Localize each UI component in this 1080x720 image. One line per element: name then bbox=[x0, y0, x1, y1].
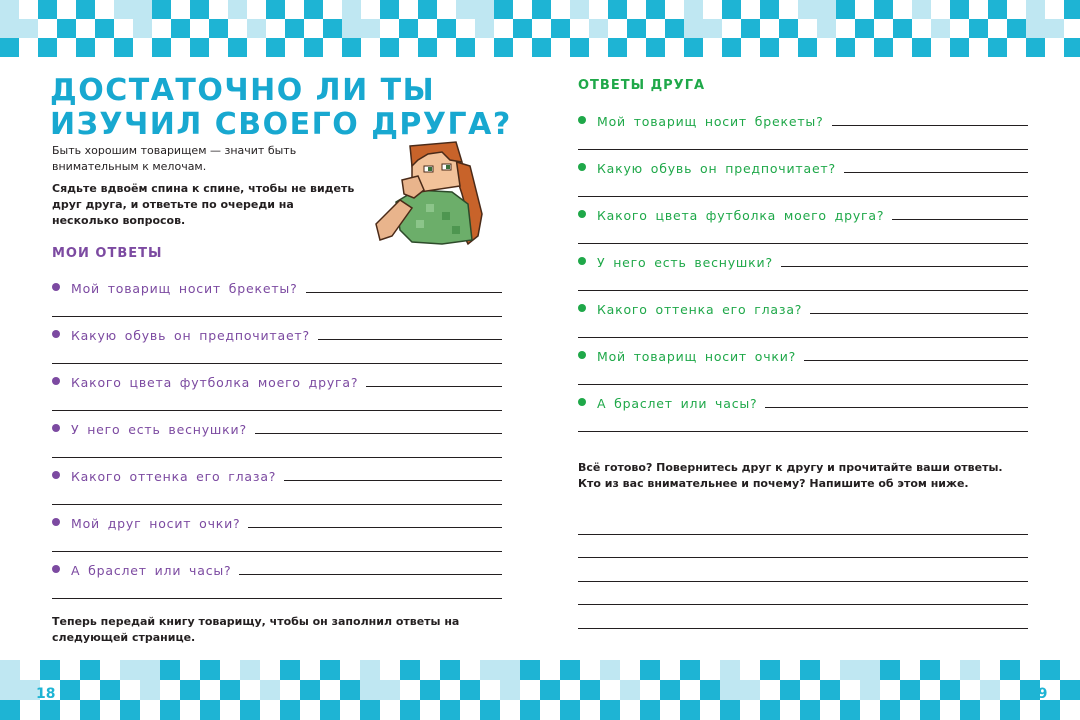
pixel-tile bbox=[300, 680, 320, 700]
question-item bbox=[578, 344, 1028, 391]
pixel-pattern-top bbox=[0, 0, 1080, 58]
page-number-right: 19 bbox=[1028, 686, 1048, 702]
pixel-tile bbox=[722, 0, 741, 19]
pixel-tile bbox=[228, 38, 247, 57]
answer-line[interactable] bbox=[248, 527, 502, 528]
answer-line-extra[interactable] bbox=[578, 384, 1028, 385]
bullet-icon bbox=[52, 518, 60, 526]
pixel-tile bbox=[437, 19, 456, 38]
pixel-tile bbox=[200, 700, 220, 720]
pixel-tile bbox=[720, 700, 740, 720]
pixel-tile bbox=[950, 38, 969, 57]
pixel-tile bbox=[513, 19, 532, 38]
pixel-tile bbox=[120, 660, 140, 680]
answer-line[interactable] bbox=[306, 292, 502, 293]
pixel-tile bbox=[1064, 38, 1080, 57]
answer-line-extra[interactable] bbox=[52, 363, 502, 364]
bullet-icon bbox=[578, 257, 586, 265]
pixel-tile bbox=[456, 38, 475, 57]
writing-line[interactable] bbox=[578, 582, 1028, 606]
answer-line[interactable] bbox=[781, 266, 1028, 267]
pixel-tile bbox=[40, 660, 60, 680]
bullet-icon bbox=[52, 424, 60, 432]
pixel-tile bbox=[720, 680, 740, 700]
pixel-tile bbox=[980, 680, 1000, 700]
bullet-icon bbox=[578, 116, 586, 124]
pixel-tile bbox=[960, 660, 980, 680]
pixel-tile bbox=[820, 680, 840, 700]
answer-line[interactable] bbox=[892, 219, 1028, 220]
pixel-tile bbox=[140, 680, 160, 700]
pixel-tile bbox=[760, 38, 779, 57]
pixel-tile bbox=[840, 700, 860, 720]
answer-line-extra[interactable] bbox=[52, 551, 502, 552]
pixel-tile bbox=[760, 700, 780, 720]
pixel-tile bbox=[76, 38, 95, 57]
pixel-tile bbox=[780, 680, 800, 700]
pixel-tile bbox=[640, 700, 660, 720]
pixel-tile bbox=[100, 680, 120, 700]
pixel-tile bbox=[140, 660, 160, 680]
answer-line-extra[interactable] bbox=[578, 431, 1028, 432]
answer-line[interactable] bbox=[804, 360, 1028, 361]
pixel-tile bbox=[912, 38, 931, 57]
pixel-tile bbox=[95, 19, 114, 38]
pixel-tile bbox=[456, 0, 475, 19]
pixel-tile bbox=[646, 38, 665, 57]
pixel-tile bbox=[200, 660, 220, 680]
pixel-tile bbox=[280, 700, 300, 720]
question-text: У него есть веснушки? bbox=[71, 422, 247, 437]
pixel-tile bbox=[600, 660, 620, 680]
pixel-tile bbox=[304, 0, 323, 19]
pixel-tile bbox=[570, 0, 589, 19]
pixel-tile bbox=[1000, 700, 1020, 720]
question-text: Мой товарищ носит брекеты? bbox=[597, 114, 824, 129]
pixel-tile bbox=[741, 19, 760, 38]
pixel-tile bbox=[1026, 0, 1045, 19]
pixel-tile bbox=[532, 0, 551, 19]
pixel-tile bbox=[190, 0, 209, 19]
pixel-tile bbox=[665, 19, 684, 38]
pixel-tile bbox=[570, 38, 589, 57]
answer-line[interactable] bbox=[810, 313, 1028, 314]
pixel-tile bbox=[360, 700, 380, 720]
title-line-2: ИЗУЧИЛ СВОЕГО ДРУГА? bbox=[50, 107, 512, 142]
pixel-tile bbox=[720, 660, 740, 680]
pixel-tile bbox=[920, 660, 940, 680]
pixel-tile bbox=[342, 0, 361, 19]
answer-line-extra[interactable] bbox=[52, 410, 502, 411]
question-item bbox=[578, 156, 1028, 203]
pixel-tile bbox=[800, 660, 820, 680]
thinking-character-illustration bbox=[372, 140, 488, 248]
pixel-tile bbox=[494, 38, 513, 57]
question-text: А браслет или часы? bbox=[71, 563, 232, 578]
pixel-tile bbox=[480, 660, 500, 680]
pixel-tile bbox=[40, 700, 60, 720]
pixel-tile bbox=[798, 38, 817, 57]
pixel-tile bbox=[931, 19, 950, 38]
pixel-tile bbox=[220, 680, 240, 700]
pixel-tile bbox=[0, 38, 19, 57]
pixel-tile bbox=[836, 0, 855, 19]
answer-line-extra[interactable] bbox=[52, 504, 502, 505]
pixel-tile bbox=[342, 38, 361, 57]
pixel-tile bbox=[114, 0, 133, 19]
pixel-tile bbox=[323, 19, 342, 38]
pixel-tile bbox=[660, 680, 680, 700]
answer-line[interactable] bbox=[318, 339, 502, 340]
bullet-icon bbox=[52, 283, 60, 291]
pixel-tile bbox=[560, 660, 580, 680]
answer-line[interactable] bbox=[832, 125, 1028, 126]
pixel-tile bbox=[880, 660, 900, 680]
pixel-tile bbox=[960, 700, 980, 720]
answer-line-extra[interactable] bbox=[578, 290, 1028, 291]
pixel-tile bbox=[1040, 660, 1060, 680]
question-item bbox=[578, 391, 1028, 438]
question-text: Какого оттенка его глаза? bbox=[71, 469, 277, 484]
friend-answers-list bbox=[578, 109, 1028, 438]
question-item bbox=[52, 511, 502, 558]
pixel-tile bbox=[260, 680, 280, 700]
pixel-tile bbox=[320, 660, 340, 680]
pixel-tile bbox=[684, 0, 703, 19]
answer-line[interactable] bbox=[366, 386, 502, 387]
pixel-character-image bbox=[372, 140, 488, 248]
question-item bbox=[578, 203, 1028, 250]
pixel-tile bbox=[860, 680, 880, 700]
bullet-icon bbox=[578, 304, 586, 312]
pixel-tile bbox=[418, 38, 437, 57]
pixel-tile bbox=[171, 19, 190, 38]
pixel-tile bbox=[190, 38, 209, 57]
pixel-tile bbox=[480, 700, 500, 720]
pixel-tile bbox=[1045, 19, 1064, 38]
pixel-tile bbox=[874, 0, 893, 19]
pixel-tile bbox=[304, 38, 323, 57]
intro-paragraph-2: Сядьте вдвоём спина к спине, чтобы не видеть друг друга, и ответьте по очереди на несколько вопросов. bbox=[52, 182, 355, 227]
pixel-tile bbox=[836, 38, 855, 57]
page-number-left: 18 bbox=[36, 686, 56, 702]
bullet-icon bbox=[578, 398, 586, 406]
writing-area bbox=[578, 511, 1028, 629]
pixel-tile bbox=[950, 0, 969, 19]
pixel-tile bbox=[120, 700, 140, 720]
pixel-tile bbox=[817, 19, 836, 38]
writing-line[interactable] bbox=[578, 558, 1028, 582]
pixel-tile bbox=[684, 19, 703, 38]
bullet-icon bbox=[52, 471, 60, 479]
answer-line-extra[interactable] bbox=[52, 457, 502, 458]
pixel-tile bbox=[180, 680, 200, 700]
bullet-icon bbox=[578, 210, 586, 218]
pixel-tile bbox=[114, 38, 133, 57]
pixel-tile bbox=[1026, 19, 1045, 38]
answer-line-extra[interactable] bbox=[578, 196, 1028, 197]
answer-line-extra[interactable] bbox=[578, 337, 1028, 338]
answer-line-extra[interactable] bbox=[52, 316, 502, 317]
pixel-tile bbox=[684, 38, 703, 57]
question-text: Мой товарищ носит брекеты? bbox=[71, 281, 298, 296]
question-text: Какого цвета футболка моего друга? bbox=[71, 375, 359, 390]
pixel-tile bbox=[440, 700, 460, 720]
question-item bbox=[578, 297, 1028, 344]
pixel-tile bbox=[646, 0, 665, 19]
question-text: У него есть веснушки? bbox=[597, 255, 773, 270]
pixel-tile bbox=[680, 700, 700, 720]
pixel-tile bbox=[418, 0, 437, 19]
pixel-tile bbox=[893, 19, 912, 38]
pixel-tile bbox=[608, 38, 627, 57]
pixel-tile bbox=[500, 660, 520, 680]
pixel-tile bbox=[760, 660, 780, 680]
pixel-tile bbox=[460, 680, 480, 700]
top-pixel-band bbox=[0, 0, 1080, 58]
pass-book-instruction: Теперь передай книгу товарищу, чтобы он заполнил ответы на следующей странице. bbox=[52, 615, 460, 644]
bullet-icon bbox=[578, 163, 586, 171]
question-item bbox=[52, 558, 502, 605]
pixel-tile bbox=[740, 680, 760, 700]
answer-line-extra[interactable] bbox=[578, 243, 1028, 244]
writing-line[interactable] bbox=[578, 535, 1028, 559]
question-text: Какую обувь он предпочитает? bbox=[597, 161, 836, 176]
question-text: Какого цвета футболка моего друга? bbox=[597, 208, 885, 223]
my-answers-list bbox=[52, 276, 502, 605]
pixel-tile bbox=[360, 680, 380, 700]
question-item bbox=[52, 417, 502, 464]
question-text: Какую обувь он предпочитает? bbox=[71, 328, 310, 343]
intro-paragraph-1: Быть хорошим товарищем — значит быть внимательным к мелочам. bbox=[52, 144, 297, 173]
answer-line[interactable] bbox=[284, 480, 502, 481]
pixel-tile bbox=[60, 680, 80, 700]
pixel-tile bbox=[779, 19, 798, 38]
pixel-tile bbox=[532, 38, 551, 57]
pixel-tile bbox=[1007, 19, 1026, 38]
pixel-tile bbox=[80, 700, 100, 720]
pixel-tile bbox=[400, 660, 420, 680]
pixel-tile bbox=[266, 38, 285, 57]
pixel-tile bbox=[360, 660, 380, 680]
pixel-tile bbox=[240, 700, 260, 720]
pixel-tile bbox=[855, 19, 874, 38]
pixel-tile bbox=[880, 700, 900, 720]
pixel-tile bbox=[1064, 0, 1080, 19]
pixel-tile bbox=[817, 0, 836, 19]
bullet-icon bbox=[52, 565, 60, 573]
pixel-tile bbox=[80, 660, 100, 680]
pixel-tile bbox=[798, 0, 817, 19]
answer-line[interactable] bbox=[844, 172, 1028, 173]
pixel-tile bbox=[1060, 680, 1080, 700]
pixel-tile bbox=[280, 660, 300, 680]
pixel-tile bbox=[520, 660, 540, 680]
question-text: Мой друг носит очки? bbox=[71, 516, 241, 531]
page-title bbox=[50, 74, 512, 142]
pixel-tile bbox=[266, 0, 285, 19]
pixel-tile bbox=[920, 700, 940, 720]
bullet-icon bbox=[578, 351, 586, 359]
friend-answers-heading: ОТВЕТЫ ДРУГА bbox=[578, 78, 706, 93]
pixel-tile bbox=[0, 0, 19, 19]
pixel-tile bbox=[969, 19, 988, 38]
pixel-tile bbox=[988, 38, 1007, 57]
pixel-tile bbox=[228, 0, 247, 19]
question-item bbox=[52, 323, 502, 370]
pixel-tile bbox=[240, 660, 260, 680]
pixel-tile bbox=[900, 680, 920, 700]
bullet-icon bbox=[52, 330, 60, 338]
pixel-tile bbox=[860, 660, 880, 680]
pixel-tile bbox=[76, 0, 95, 19]
pixel-tile bbox=[580, 680, 600, 700]
question-text: Какого оттенка его глаза? bbox=[597, 302, 803, 317]
writing-line[interactable] bbox=[578, 511, 1028, 535]
pixel-tile bbox=[551, 19, 570, 38]
pixel-tile bbox=[680, 660, 700, 680]
pixel-tile bbox=[399, 19, 418, 38]
pixel-tile bbox=[57, 19, 76, 38]
pixel-tile bbox=[940, 680, 960, 700]
pixel-tile bbox=[152, 38, 171, 57]
intro-text bbox=[52, 143, 362, 235]
pixel-tile bbox=[700, 680, 720, 700]
pixel-tile bbox=[380, 680, 400, 700]
pixel-tile bbox=[38, 38, 57, 57]
pixel-tile bbox=[475, 19, 494, 38]
pixel-tile bbox=[133, 19, 152, 38]
pixel-tile bbox=[0, 700, 20, 720]
pixel-tile bbox=[620, 680, 640, 700]
question-item bbox=[578, 250, 1028, 297]
pixel-tile bbox=[608, 0, 627, 19]
pixel-pattern-bottom bbox=[0, 660, 1080, 720]
pixel-tile bbox=[160, 660, 180, 680]
pixel-tile bbox=[560, 700, 580, 720]
answer-line[interactable] bbox=[255, 433, 502, 434]
writing-line[interactable] bbox=[578, 605, 1028, 629]
pixel-tile bbox=[475, 0, 494, 19]
pixel-tile bbox=[209, 19, 228, 38]
pixel-tile bbox=[320, 700, 340, 720]
pixel-tile bbox=[0, 19, 19, 38]
pixel-tile bbox=[340, 680, 360, 700]
answer-line-extra[interactable] bbox=[578, 149, 1028, 150]
pixel-tile bbox=[160, 700, 180, 720]
pixel-tile bbox=[800, 700, 820, 720]
pixel-tile bbox=[420, 680, 440, 700]
pixel-tile bbox=[342, 19, 361, 38]
pixel-tile bbox=[589, 19, 608, 38]
pixel-tile bbox=[760, 0, 779, 19]
pixel-tile bbox=[361, 19, 380, 38]
answer-line-extra[interactable] bbox=[52, 598, 502, 599]
pixel-tile bbox=[133, 0, 152, 19]
pixel-tile bbox=[380, 38, 399, 57]
pixel-tile bbox=[703, 19, 722, 38]
compare-answers-instruction: Всё готово? Повернитесь друг к другу и прочитайте ваши ответы. Кто из вас внимательнее и почему? Напишите об этом ниже. bbox=[578, 461, 1003, 490]
pixel-tile bbox=[640, 660, 660, 680]
pixel-tile bbox=[722, 38, 741, 57]
pixel-tile bbox=[152, 0, 171, 19]
pixel-tile bbox=[440, 660, 460, 680]
pixel-tile bbox=[285, 19, 304, 38]
pixel-tile bbox=[0, 680, 20, 700]
answer-line[interactable] bbox=[239, 574, 502, 575]
pixel-tile bbox=[874, 38, 893, 57]
pixel-tile bbox=[19, 19, 38, 38]
pixel-tile bbox=[400, 700, 420, 720]
pixel-tile bbox=[520, 700, 540, 720]
pixel-tile bbox=[1026, 38, 1045, 57]
bullet-icon bbox=[52, 377, 60, 385]
pixel-tile bbox=[247, 19, 266, 38]
pixel-tile bbox=[500, 680, 520, 700]
question-item bbox=[52, 370, 502, 417]
answer-line[interactable] bbox=[765, 407, 1028, 408]
question-item bbox=[52, 276, 502, 323]
title-line-1: ДОСТАТОЧНО ЛИ ТЫ bbox=[50, 73, 436, 108]
pixel-tile bbox=[1040, 700, 1060, 720]
pixel-tile bbox=[912, 0, 931, 19]
pixel-tile bbox=[540, 680, 560, 700]
question-text: А браслет или часы? bbox=[597, 396, 758, 411]
pixel-tile bbox=[1000, 660, 1020, 680]
pixel-tile bbox=[627, 19, 646, 38]
pixel-tile bbox=[988, 0, 1007, 19]
my-answers-heading: МОИ ОТВЕТЫ bbox=[52, 246, 163, 261]
pixel-tile bbox=[38, 0, 57, 19]
pixel-tile bbox=[494, 0, 513, 19]
pixel-tile bbox=[840, 660, 860, 680]
pixel-tile bbox=[600, 700, 620, 720]
question-item bbox=[52, 464, 502, 511]
pixel-tile bbox=[0, 660, 20, 680]
pixel-tile bbox=[380, 0, 399, 19]
question-item bbox=[578, 109, 1028, 156]
question-text: Мой товарищ носит очки? bbox=[597, 349, 797, 364]
bottom-pixel-band bbox=[0, 660, 1080, 720]
